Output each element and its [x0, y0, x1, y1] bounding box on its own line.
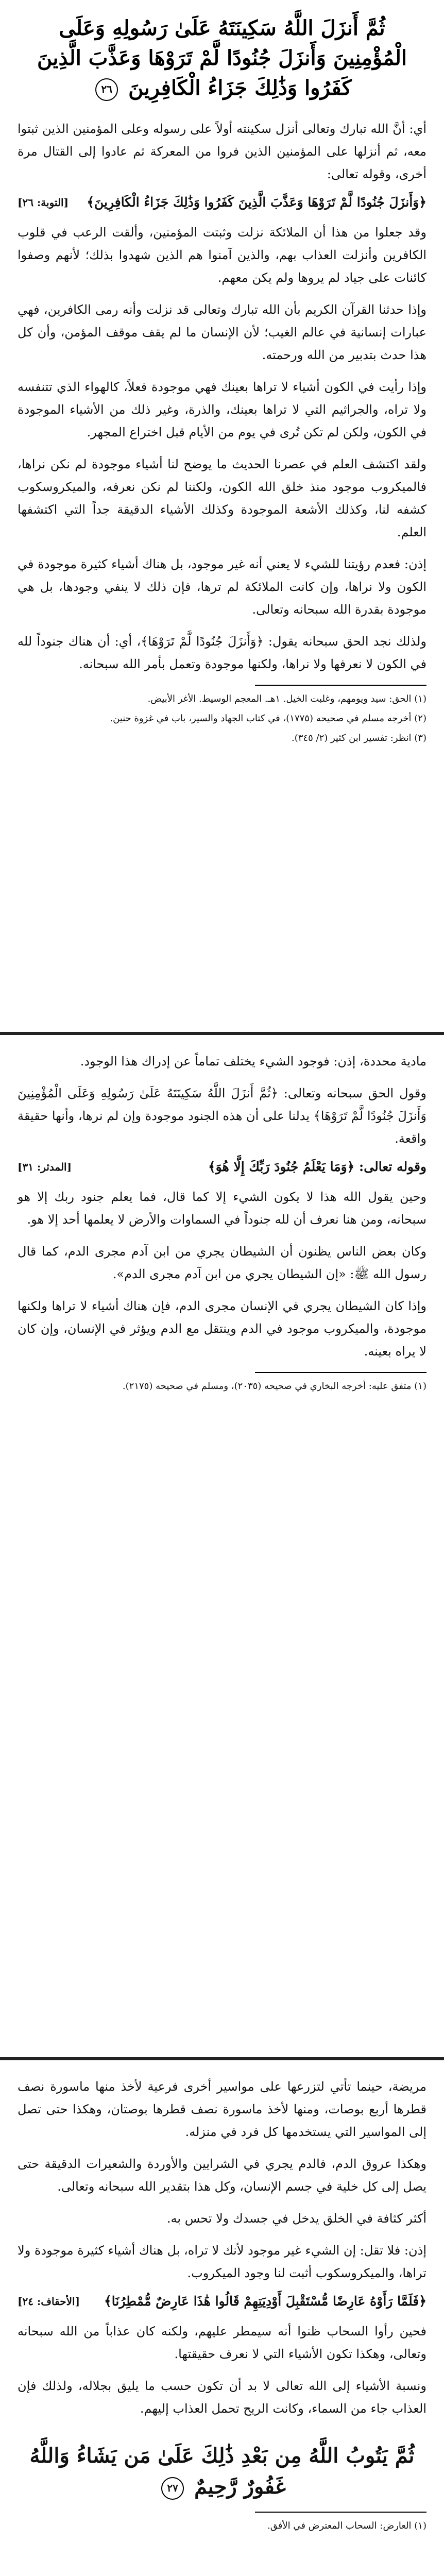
paragraph: مريضة، حينما تأتي لتزرعها على مواسير أخرى فرعية لأخذ منها ماسورة نصف قطرها أربع بوصات، ومنها لأخذ ماسورة نصف قطرها بوصتان، وهكذا حتى تصل إلى المواسير التي يستخدمها كل فرد في منزله.: [18, 2079, 426, 2139]
verse-banner: [23, 2441, 421, 2502]
paragraph: مادية محددة، إذن: فوجود الشيء يختلف تماماً عن إدراك هذا الوجود.: [80, 1054, 426, 1069]
footnote-rule: [255, 1372, 426, 1373]
verse-banner-text: ثُمَّ يَتُوبُ اللَّهُ مِن بَعْدِ ذَٰلِكَ عَلَىٰ مَن يَشَاءُ وَاللَّهُ غَفُورٌ رَّحِيمٌ: [29, 2444, 415, 2499]
paragraph: وإذا كان الشيطان يجري في الإنسان مجرى الدم، فإن هناك أشياء لا تراها ولكنها موجودة، والميكروب موجود في الدم وينتقل مع الدم ويؤثر في الإنسان، وإن كان لا يراه بعينه.: [18, 1299, 426, 1359]
verse-banner: [23, 13, 421, 103]
footnote-rule: [255, 2512, 426, 2513]
paragraph: وقول الحق سبحانه وتعالى: ﴿ثُمَّ أَنزَلَ اللَّهُ سَكِينَتَهُ عَلَىٰ رَسُولِهِ وَعَلَى الْمُؤْمِنِينَ وَأَنزَلَ جُنُودًا لَّمْ تَرَوْهَا﴾ يدلنا على أن هذه الجنود موجودة وإن لم نرها، وأنها حقيقة واقعة.: [18, 1086, 426, 1146]
verse-quote: [18, 2294, 426, 2309]
paragraph: وكان بعض الناس يظنون أن الشيطان يجري من ابن آدم مجرى الدم، كما قال رسول الله ﷺ: «إن الشيطان يجري من ابن آدم مجرى الدم».: [18, 1244, 426, 1281]
paragraph: ونسبة الأشياء إلى الله تعالى لا بد أن تكون حسب ما يليق بجلاله، ولذلك فإن العذاب جاء من السماء، وكانت الريح تحمل العذاب إليهم.: [18, 2379, 426, 2416]
page-divider: [0, 1032, 444, 1035]
footnote-rule: [255, 685, 426, 686]
page-one: [0, 0, 444, 1036]
footnotes: [18, 2518, 426, 2534]
page-divider: [0, 2057, 444, 2060]
verse-text: ﴿وَأَنزَلَ جُنُودًا لَّمْ تَرَوْهَا وَعَذَّبَ الَّذِينَ كَفَرُوا وَذَٰلِكَ جَزَاءُ الْكَافِرِينَ﴾: [87, 195, 426, 210]
verse-banner-text: ثُمَّ أَنزَلَ اللَّهُ سَكِينَتَهُ عَلَىٰ رَسُولِهِ وَعَلَى الْمُؤْمِنِينَ وَأَنزَلَ جُنُودًا لَّمْ تَرَوْهَا وَعَذَّبَ الَّذِينَ كَفَرُوا وَذَٰلِكَ جَزَاءُ الْكَافِرِينَ: [37, 16, 407, 100]
body-text: [18, 1050, 426, 1363]
paragraph: إذن: فلا تقل: إن الشيء غير موجود لأنك لا تراه، بل هناك أشياء كثيرة موجودة ولا تراها، والميكروسكوب أثبت لنا وجود الميكروب.: [18, 2243, 426, 2280]
verse-reference: [التوبة: ٢٦]: [18, 196, 69, 209]
verse-reference: [المدثر: ٣١]: [18, 1160, 72, 1173]
verse-quote: [18, 1159, 426, 1174]
paragraph: أكثر كثافة في الخلق يدخل في جسدك ولا تحس به.: [166, 2211, 426, 2226]
footnote: (١) متفق عليه: أخرجه البخاري في صحيحه (٢٠٣٥)، ومسلم في صحيحه (٢١٧٥).: [122, 1381, 426, 1392]
paragraph: أي: أنَّ الله تبارك وتعالى أنزل سكينته أولاً على رسوله وعلى المؤمنين الذين ثبتوا معه، ثم أنزلها على المؤمنين الذين فروا من المعركة ثم عادوا إلى القتال مرة أخرى، وقوله تعالى:: [18, 122, 426, 181]
verse-reference: [الأحقاف: ٢٤]: [18, 2295, 80, 2308]
paragraph: فحين رأوا السحاب ظنوا أنه سيمطر عليهم، ولكنه كان عذاباً من الله سبحانه وتعالى، وهكذا تكون الأشياء التي لا نعرف حقيقتها.: [18, 2324, 426, 2361]
footnote: (٣) انظر: تفسير ابن كثير (٢/ ٣٤٥).: [292, 733, 426, 743]
paragraph: ولذلك نجد الحق سبحانه يقول: ﴿وَأَنزَلَ جُنُودًا لَّمْ تَرَوْهَا﴾، أي: أن هناك جنوداً لله في الكون لا نعرفها ولا نراها، ولكنها موجودة وتعمل بأمر الله سبحانه.: [18, 634, 426, 671]
footnote: (١) الحق: سيد ويومهم، وغلبت الخيل. ١هـ. المعجم الوسيط. الأغر الأبيض.: [147, 693, 426, 704]
footnotes: [18, 1378, 426, 1395]
ayah-number-badge: ٢٦: [95, 78, 118, 101]
footnotes: [18, 691, 426, 747]
verse-quote: [18, 195, 426, 210]
paragraph: وإذا حدثنا القرآن الكريم بأن الله تبارك وتعالى قد نزلت وأنه رمى الكافرين، فهي عبارات إنسانية في عالم الغيب؛ لأن الإنسان ما لم يقف موقف المؤمن، وأن كل هذا حدث بتدبير من الله ورحمته.: [18, 302, 426, 362]
page-two: [0, 1036, 444, 2061]
paragraph: وقد جعلوا من هذا أن الملائكة نزلت وثبتت المؤمنين، وألقت الرعب في قلوب الكافرين وأنزلت العذاب بهم، والذين آمنوا هم الذين شهدوا بذلك؛ لأنهم وصفوا كائنات على جياد لم يروها ولم يكن معهم.: [18, 225, 426, 285]
verse-text: ﴿فَلَمَّا رَأَوْهُ عَارِضًا مُّسْتَقْبِلَ أَوْدِيَتِهِمْ قَالُوا هَٰذَا عَارِضٌ مُّمْطِرُنَا﴾: [104, 2294, 426, 2309]
ayah-number-badge: ٢٧: [161, 2477, 184, 2500]
body-text: [18, 2075, 426, 2420]
verse-text: وقوله تعالى: ﴿وَمَا يَعْلَمُ جُنُودَ رَبِّكَ إِلَّا هُوَ﴾: [208, 1159, 426, 1174]
footnote: (٢) أخرجه مسلم في صحيحه (١٧٧٥)، في كتاب الجهاد والسير، باب في غزوة حنين.: [110, 713, 426, 724]
paragraph: وإذا رأيت في الكون أشياء لا تراها بعينك فهي موجودة فعلاً، كالهواء الذي تتنفسه ولا تراه، والجراثيم التي لا تراها بعينك، والذرة، وغير ذلك من الأشياء الموجودة في الكون، ولكن لم تكن تُرى في يوم من الأيام قبل اختراع المجهر.: [18, 380, 426, 439]
paragraph: ولقد اكتشف العلم في عصرنا الحديث ما يوضح لنا أشياء موجودة لم نكن نراها، فالميكروب موجود منذ خلق الله الكون، ولكننا لم نكن نعرفه، والميكروسكوب كشفه لنا، وكذلك الأشعة الموجودة وكذلك الأشياء الدقيقة جداً التي اكتشفها العلم.: [18, 457, 427, 539]
paragraph: إذن: فعدم رؤيتنا للشيء لا يعني أنه غير موجود، بل هناك أشياء كثيرة موجودة في الكون ولا نراها، وإن كانت الملائكة لم ترها، فإن ذلك لا ينفي وجودها، بل هي موجودة بقدرة الله سبحانه وتعالى.: [18, 557, 426, 617]
paragraph: وهكذا عروق الدم، فالدم يجري في الشرايين والأوردة والشعيرات الدقيقة حتى يصل إلى كل خلية في جسم الإنسان، وكل هذا بتقدير الله سبحانه وتعالى.: [18, 2157, 426, 2194]
paragraph: وحين يقول الله هذا لا يكون الشيء إلا كما قال، فما يعلم جنود ربك إلا هو سبحانه، ومن هنا نعرف أن لله جنوداً في السماوات والأرض لا يعلمها أحد إلا هو.: [18, 1190, 426, 1227]
footnote: (١) العارض: السحاب المعترض في الأفق.: [267, 2520, 426, 2531]
page-three: [0, 2061, 444, 2576]
body-text: [18, 117, 426, 675]
